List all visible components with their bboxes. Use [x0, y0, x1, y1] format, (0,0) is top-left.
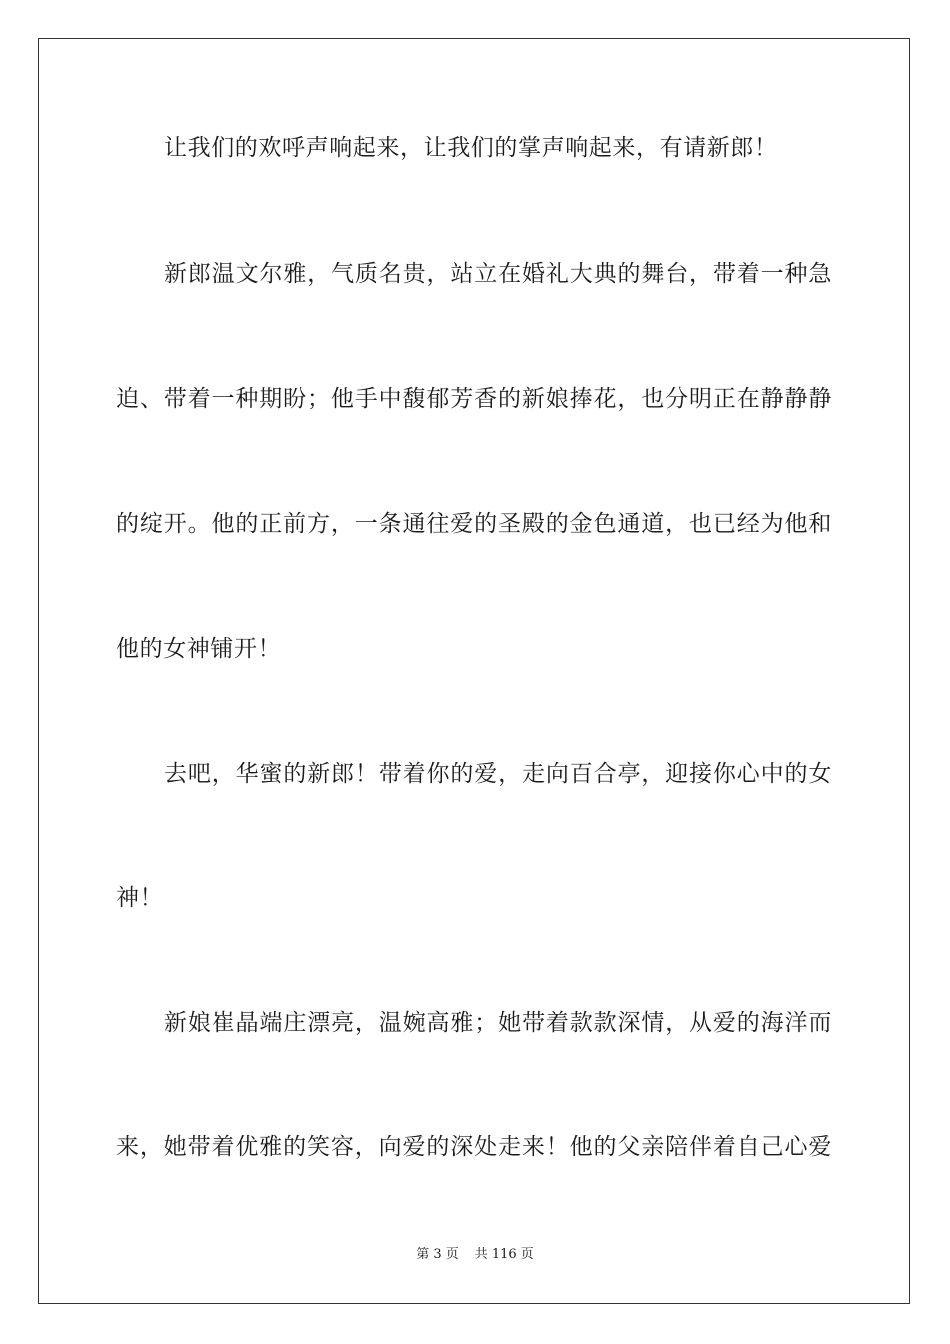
paragraph-line: 的绽开。他的正前方，一条通往爱的圣殿的金色通道，也已经为他和: [116, 511, 832, 537]
paragraph-line: 来，她带着优雅的笑容，向爱的深处走来！他的父亲陪伴着自己心爱: [116, 1134, 832, 1160]
paragraph-line: 他的女神铺开！: [116, 636, 282, 662]
page-number: 第 3 页: [416, 1247, 459, 1262]
paragraph-line: 让我们的欢呼声响起来，让我们的掌声响起来，有请新郎！: [164, 135, 778, 161]
page-frame: [38, 38, 910, 1304]
page-footer: [0, 1246, 950, 1264]
paragraph-line: 神！: [116, 885, 164, 911]
paragraph-line: 迫、带着一种期盼；他手中馥郁芳香的新娘捧花，也分明正在静静静: [116, 386, 832, 412]
page-total: 共 116 页: [474, 1247, 534, 1262]
paragraph-line: 新郎温文尔雅，气质名贵，站立在婚礼大典的舞台，带着一种急: [164, 261, 832, 287]
paragraph-line: 新娘崔晶端庄漂亮，温婉高雅；她带着款款深情，从爱的海洋而: [164, 1010, 832, 1036]
paragraph-line: 去吧，华蜜的新郎！带着你的爱，走向百合亭，迎接你心中的女: [164, 761, 832, 787]
